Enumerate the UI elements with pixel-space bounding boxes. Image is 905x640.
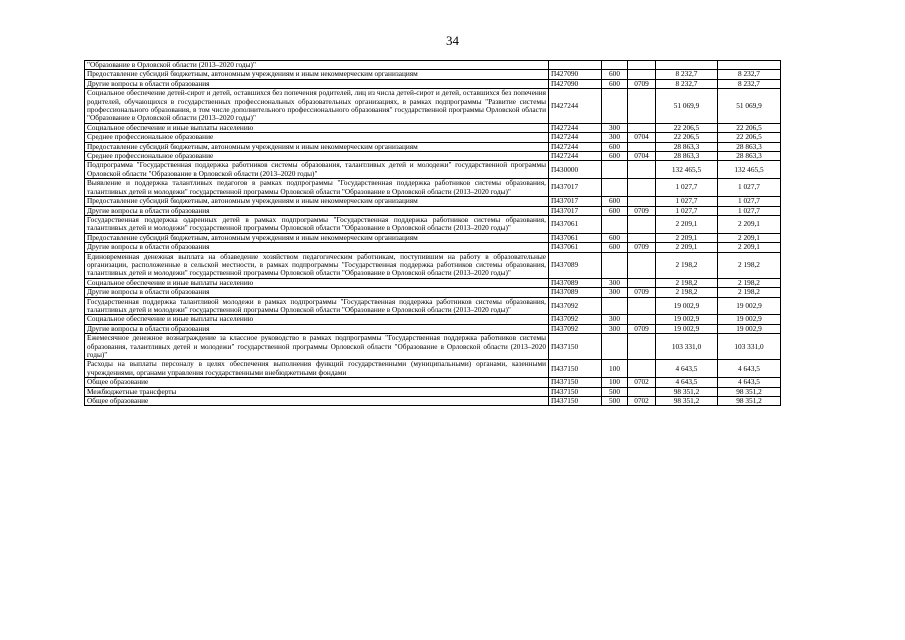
row-amount-cell: 132 465,5: [656, 161, 718, 179]
table-row: [85, 152, 781, 161]
row-code-cell: [549, 61, 602, 70]
row-name-cell: Выявление и поддержка талантливых педагогов в рамках подпрограммы "Государственная поддержка работников системы образования, талантливых детей и молодежи" государственной программы Орловской области "Образование в Орловской области (2013–2020 годы)": [85, 179, 549, 197]
row-amount-cell: 98 351,2: [656, 397, 718, 406]
row-section-cell: 0709: [628, 243, 656, 252]
row-amount-executed-cell: 22 206,5: [718, 123, 781, 132]
row-amount-cell: 28 863,3: [656, 152, 718, 161]
row-name-cell: Общее образование: [85, 397, 549, 406]
row-amount-executed-cell: 1 027,7: [718, 179, 781, 197]
row-amount-executed-cell: 8 232,7: [718, 79, 781, 88]
row-amount-cell: 1 027,7: [656, 197, 718, 206]
row-amount-cell: 19 002,9: [656, 297, 718, 315]
table-row: [85, 79, 781, 88]
row-name-cell: Среднее профессиональное образование: [85, 152, 549, 161]
table-row: [85, 278, 781, 287]
row-expense-type-cell: 300: [602, 133, 628, 142]
row-expense-type-cell: 500: [602, 397, 628, 406]
row-amount-executed-cell: 22 206,5: [718, 133, 781, 142]
row-name-cell: Социальное обеспечение детей-сирот и детей, оставшихся без попечения родителей, лиц из числа детей-сирот и детей, оставшихся без попечения родителей, обучающихся в государственных профессиональных образовательных организациях, в рамках подпрограммы "Развитие системы профессионального образования, в том числе дополнительного профессионального образования" государственной программы Орловской области "Образование в Орловской области (2013–2020 годы)": [85, 89, 549, 124]
row-code-cell: П437089: [549, 288, 602, 297]
row-amount-cell: 2 209,1: [656, 215, 718, 233]
row-code-cell: П427244: [549, 89, 602, 124]
row-expense-type-cell: [602, 179, 628, 197]
row-section-cell: [628, 334, 656, 360]
table-row: [85, 315, 781, 324]
row-expense-type-cell: 300: [602, 324, 628, 333]
row-code-cell: П437089: [549, 278, 602, 287]
row-code-cell: П437150: [549, 387, 602, 396]
row-amount-cell: 98 351,2: [656, 387, 718, 396]
row-expense-type-cell: 300: [602, 315, 628, 324]
row-code-cell: П437017: [549, 197, 602, 206]
row-section-cell: [628, 161, 656, 179]
row-code-cell: П437061: [549, 215, 602, 233]
row-expense-type-cell: [602, 252, 628, 278]
row-name-cell: Подпрограмма "Государственная поддержка работников системы образования, талантливых детей и молодежи" государственной программы Орловской области "Образование в Орловской области (2013–2020 годы)": [85, 161, 549, 179]
row-name-cell: Среднее профессиональное образование: [85, 133, 549, 142]
row-expense-type-cell: 600: [602, 79, 628, 88]
table-row: [85, 252, 781, 278]
row-expense-type-cell: 600: [602, 243, 628, 252]
row-amount-executed-cell: 132 465,5: [718, 161, 781, 179]
row-name-cell: Другие вопросы в области образования: [85, 324, 549, 333]
table-row: [85, 334, 781, 360]
row-amount-executed-cell: 2 198,2: [718, 288, 781, 297]
row-amount-executed-cell: 28 863,3: [718, 142, 781, 151]
row-section-cell: [628, 123, 656, 132]
row-amount-executed-cell: 1 027,7: [718, 197, 781, 206]
budget-table: [84, 60, 781, 406]
row-name-cell: Социальное обеспечение и иные выплаты населению: [85, 123, 549, 132]
row-expense-type-cell: 600: [602, 152, 628, 161]
row-expense-type-cell: 500: [602, 387, 628, 396]
row-amount-executed-cell: 103 331,0: [718, 334, 781, 360]
row-amount-cell: 2 209,1: [656, 243, 718, 252]
row-code-cell: П437150: [549, 334, 602, 360]
row-amount-cell: 22 206,5: [656, 123, 718, 132]
row-section-cell: [628, 179, 656, 197]
row-amount-cell: 4 643,5: [656, 360, 718, 378]
table-row: [85, 397, 781, 406]
row-code-cell: П437150: [549, 378, 602, 387]
row-name-cell: Другие вопросы в области образования: [85, 206, 549, 215]
budget-table-body: [85, 61, 781, 406]
row-name-cell: Единовременная денежная выплата на обзаведение хозяйством педагогическим работникам, поступившим на работу в образовательные организации, расположенные в сельской местности, в рамках подпрограммы "Государственная поддержка работников системы образования, талантливых детей и молодежи" государственной программы Орловской области "Образование в Орловской области (2013–2020 годы)": [85, 252, 549, 278]
row-expense-type-cell: [602, 334, 628, 360]
row-amount-cell: 51 069,9: [656, 89, 718, 124]
row-amount-cell: 4 643,5: [656, 378, 718, 387]
row-name-cell: Предоставление субсидий бюджетным, автономным учреждениям и иным некоммерческим организациям: [85, 70, 549, 79]
table-row: [85, 233, 781, 242]
row-section-cell: [628, 315, 656, 324]
table-row: [85, 161, 781, 179]
row-name-cell: Социальное обеспечение и иные выплаты населению: [85, 278, 549, 287]
table-row: [85, 215, 781, 233]
row-amount-executed-cell: 4 643,5: [718, 360, 781, 378]
row-section-cell: [628, 89, 656, 124]
row-section-cell: [628, 360, 656, 378]
row-amount-executed-cell: 98 351,2: [718, 397, 781, 406]
table-row: [85, 324, 781, 333]
row-expense-type-cell: 600: [602, 206, 628, 215]
row-code-cell: П437150: [549, 397, 602, 406]
row-amount-cell: 1 027,7: [656, 179, 718, 197]
row-name-cell: Расходы на выплаты персоналу в целях обеспечения выполнения функций государственными (муниципальными) органами, казенными учреждениями, органами управления государственными внебюджетными фондами: [85, 360, 549, 378]
table-row: [85, 297, 781, 315]
row-name-cell: Другие вопросы в области образования: [85, 79, 549, 88]
row-code-cell: П437089: [549, 252, 602, 278]
row-code-cell: П427090: [549, 70, 602, 79]
table-row: [85, 206, 781, 215]
row-section-cell: [628, 297, 656, 315]
row-name-cell: "Образование в Орловской области (2013–2020 годы)": [85, 61, 549, 70]
row-name-cell: Другие вопросы в области образования: [85, 288, 549, 297]
row-expense-type-cell: 600: [602, 70, 628, 79]
row-amount-executed-cell: 4 643,5: [718, 378, 781, 387]
row-amount-cell: 19 002,9: [656, 324, 718, 333]
row-amount-executed-cell: [718, 61, 781, 70]
row-name-cell: Предоставление субсидий бюджетным, автономным учреждениям и иным некоммерческим организациям: [85, 233, 549, 242]
table-row: [85, 89, 781, 124]
row-section-cell: 0702: [628, 397, 656, 406]
row-section-cell: [628, 233, 656, 242]
row-amount-executed-cell: 2 198,2: [718, 278, 781, 287]
row-name-cell: Общее образование: [85, 378, 549, 387]
row-amount-cell: 8 232,7: [656, 79, 718, 88]
row-section-cell: [628, 215, 656, 233]
row-section-cell: 0709: [628, 288, 656, 297]
row-amount-cell: 22 206,5: [656, 133, 718, 142]
row-expense-type-cell: [602, 89, 628, 124]
table-row: [85, 243, 781, 252]
row-expense-type-cell: 300: [602, 123, 628, 132]
table-row: [85, 179, 781, 197]
row-code-cell: П437017: [549, 206, 602, 215]
table-row: [85, 197, 781, 206]
row-code-cell: П427244: [549, 142, 602, 151]
row-code-cell: П427090: [549, 79, 602, 88]
row-code-cell: П437061: [549, 243, 602, 252]
row-code-cell: П427244: [549, 123, 602, 132]
row-expense-type-cell: 100: [602, 360, 628, 378]
row-section-cell: 0704: [628, 152, 656, 161]
row-name-cell: Другие вопросы в области образования: [85, 243, 549, 252]
row-expense-type-cell: 300: [602, 288, 628, 297]
row-name-cell: Предоставление субсидий бюджетным, автономным учреждениям и иным некоммерческим организациям: [85, 197, 549, 206]
row-amount-cell: 103 331,0: [656, 334, 718, 360]
row-amount-executed-cell: 2 198,2: [718, 252, 781, 278]
row-expense-type-cell: [602, 215, 628, 233]
table-row: [85, 387, 781, 396]
row-expense-type-cell: 600: [602, 142, 628, 151]
row-amount-executed-cell: 19 002,9: [718, 315, 781, 324]
row-amount-executed-cell: 2 209,1: [718, 243, 781, 252]
row-amount-executed-cell: 2 209,1: [718, 215, 781, 233]
row-amount-executed-cell: 98 351,2: [718, 387, 781, 396]
row-section-cell: [628, 61, 656, 70]
table-row: [85, 123, 781, 132]
row-amount-cell: 2 198,2: [656, 252, 718, 278]
row-amount-executed-cell: 2 209,1: [718, 233, 781, 242]
row-code-cell: П437092: [549, 315, 602, 324]
row-expense-type-cell: [602, 61, 628, 70]
row-code-cell: П437061: [549, 233, 602, 242]
row-name-cell: Государственная поддержка одаренных детей в рамках подпрограммы "Государственная поддержка работников системы образования, талантливых детей и молодежи" государственной программы Орловской области "Образование в Орловской области (2013–2020 годы)": [85, 215, 549, 233]
row-name-cell: Государственная поддержка талантливой молодежи в рамках подпрограммы "Государственная поддержка работников системы образования, талантливых детей и молодежи" государственной программы Орловской области "Образование в Орловской области (2013–2020 годы)": [85, 297, 549, 315]
row-section-cell: [628, 197, 656, 206]
row-expense-type-cell: 300: [602, 278, 628, 287]
row-expense-type-cell: [602, 161, 628, 179]
row-section-cell: [628, 387, 656, 396]
row-amount-cell: 2 209,1: [656, 233, 718, 242]
row-section-cell: [628, 70, 656, 79]
row-name-cell: Межбюджетные трансферты: [85, 387, 549, 396]
row-code-cell: П427244: [549, 133, 602, 142]
row-expense-type-cell: 600: [602, 197, 628, 206]
row-name-cell: Ежемесячное денежное вознаграждение за классное руководство в рамках подпрограммы "Государственная поддержка работников системы образования, талантливых детей и молодежи" государственной программы Орловской области "Образование в Орловской области (2013–2020 годы)": [85, 334, 549, 360]
row-code-cell: П437092: [549, 324, 602, 333]
row-amount-executed-cell: 1 027,7: [718, 206, 781, 215]
page-number: 34: [446, 33, 459, 48]
row-code-cell: П437150: [549, 360, 602, 378]
row-expense-type-cell: 600: [602, 233, 628, 242]
table-row: [85, 288, 781, 297]
row-section-cell: 0709: [628, 79, 656, 88]
row-section-cell: 0704: [628, 133, 656, 142]
table-row: [85, 378, 781, 387]
row-expense-type-cell: 100: [602, 378, 628, 387]
row-expense-type-cell: [602, 297, 628, 315]
table-row: [85, 133, 781, 142]
row-name-cell: Социальное обеспечение и иные выплаты населению: [85, 315, 549, 324]
row-amount-executed-cell: 51 069,9: [718, 89, 781, 124]
row-code-cell: П430000: [549, 161, 602, 179]
row-amount-executed-cell: 28 863,3: [718, 152, 781, 161]
row-amount-cell: 1 027,7: [656, 206, 718, 215]
row-section-cell: [628, 142, 656, 151]
row-amount-executed-cell: 19 002,9: [718, 324, 781, 333]
row-section-cell: 0709: [628, 324, 656, 333]
row-amount-executed-cell: 19 002,9: [718, 297, 781, 315]
table-row: [85, 360, 781, 378]
row-code-cell: П437092: [549, 297, 602, 315]
row-amount-cell: 28 863,3: [656, 142, 718, 151]
table-row: [85, 70, 781, 79]
row-amount-cell: 2 198,2: [656, 288, 718, 297]
row-code-cell: П427244: [549, 152, 602, 161]
row-section-cell: 0709: [628, 206, 656, 215]
row-code-cell: П437017: [549, 179, 602, 197]
table-row: [85, 142, 781, 151]
row-section-cell: [628, 278, 656, 287]
row-amount-executed-cell: 8 232,7: [718, 70, 781, 79]
table-row: [85, 61, 781, 70]
row-name-cell: Предоставление субсидий бюджетным, автономным учреждениям и иным некоммерческим организациям: [85, 142, 549, 151]
row-amount-cell: 2 198,2: [656, 278, 718, 287]
row-amount-cell: 8 232,7: [656, 70, 718, 79]
row-section-cell: [628, 252, 656, 278]
row-section-cell: 0702: [628, 378, 656, 387]
row-amount-cell: 19 002,9: [656, 315, 718, 324]
row-amount-cell: [656, 61, 718, 70]
